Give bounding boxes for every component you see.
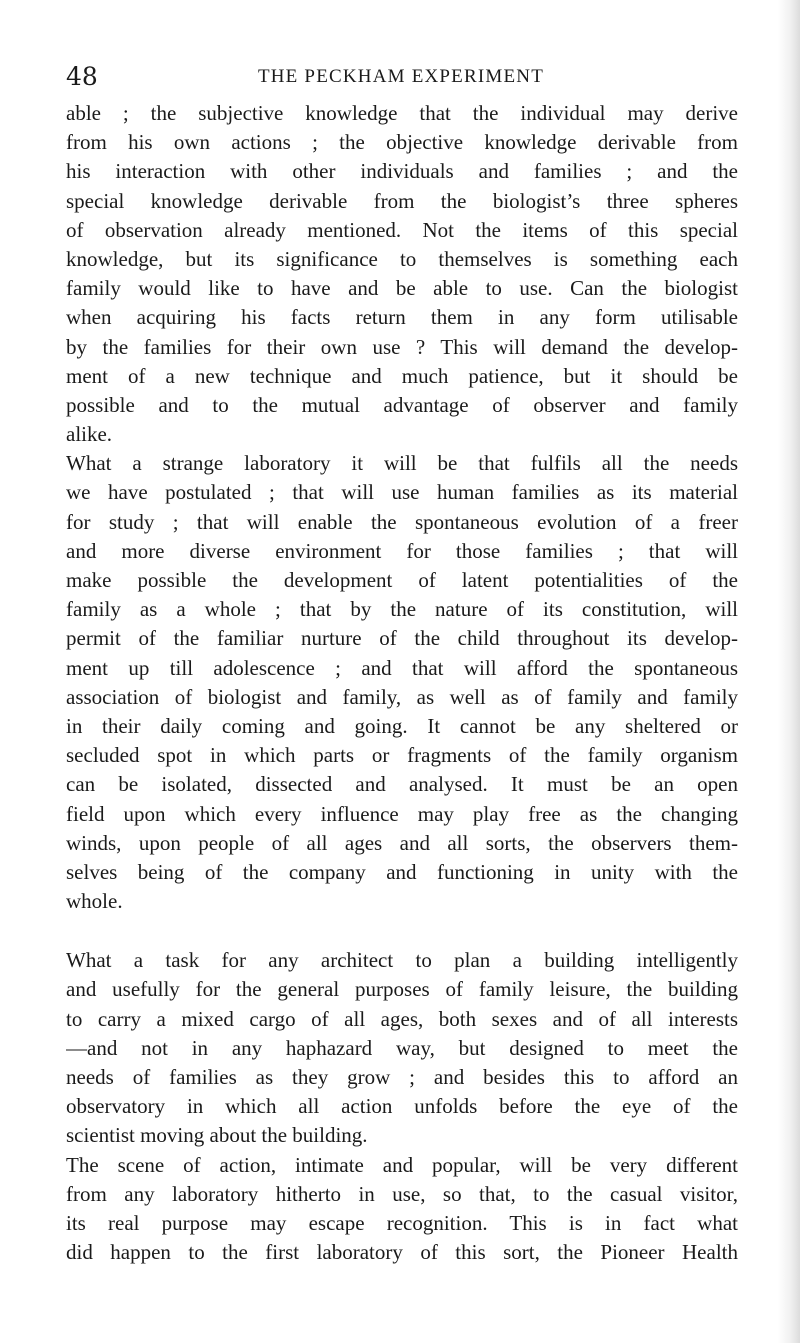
text-line: knowledge, but its significance to themselves is something each	[66, 246, 738, 271]
text-line: his interaction with other individuals and families ; and the	[66, 159, 738, 184]
text-line: by the families for their own use ? This will demand the develop-	[66, 334, 738, 359]
text-line: field upon which every influence may play free as the changing	[66, 801, 738, 826]
text-line: What a task for any architect to plan a building intelligently	[66, 948, 738, 973]
text-line: association of biologist and family, as well as of family and family	[66, 684, 738, 709]
body-text	[66, 99, 738, 1267]
text-line: What a strange laboratory it will be that fulfils all the needs	[66, 451, 738, 476]
text-line: in their daily coming and going. It cannot be any sheltered or	[66, 713, 738, 738]
text-line: The scene of action, intimate and popular, will be very different	[66, 1152, 738, 1177]
text-line: —and not in any haphazard way, but designed to meet the	[66, 1035, 738, 1060]
text-line: when acquiring his facts return them in any form utilisable	[66, 305, 738, 330]
text-line: can be isolated, dissected and analysed. It must be an open	[66, 772, 738, 797]
text-line: family would like to have and be able to use. Can the biologist	[66, 276, 738, 301]
text-line: and more diverse environment for those families ; that will	[66, 538, 738, 563]
text-line: its real purpose may escape recognition. This is in fact what	[66, 1210, 738, 1235]
text-line: from any laboratory hitherto in use, so that, to the casual visitor,	[66, 1181, 738, 1206]
text-line: and usefully for the general purposes of family leisure, the building	[66, 977, 738, 1002]
text-line: able ; the subjective knowledge that the individual may derive	[66, 101, 738, 125]
text-line: make possible the development of latent potentialities of the	[66, 568, 738, 592]
text-line: permit of the familiar nurture of the child throughout its develop-	[66, 626, 738, 651]
text-line: alike.	[66, 422, 113, 447]
text-line: of observation already mentioned. Not the items of this special	[66, 217, 738, 242]
paragraph-3	[66, 946, 738, 1150]
page-edge-shadow	[778, 0, 800, 1343]
text-line: winds, upon people of all ages and all sorts, the observers them-	[66, 830, 738, 855]
text-line: observatory in which all action unfolds before the eye of the	[66, 1094, 738, 1119]
section-gap	[66, 916, 738, 946]
text-line: scientist moving about the building.	[66, 1123, 368, 1148]
text-line: for study ; that will enable the spontaneous evolution of a freer	[66, 509, 738, 534]
running-head: THE PECKHAM EXPERIMENT	[257, 66, 545, 87]
text-line: possible and to the mutual advantage of observer and family	[66, 392, 738, 417]
page-number: 48	[66, 62, 98, 91]
text-line: special knowledge derivable from the biologist’s three spheres	[66, 188, 738, 213]
text-line: did happen to the first laboratory of this sort, the Pioneer Health	[66, 1240, 738, 1265]
text-line: secluded spot in which parts or fragments of the family organism	[66, 743, 738, 768]
text-line: selves being of the company and functioning in unity with the	[66, 859, 738, 884]
paragraph-4	[66, 1151, 738, 1268]
text-line: we have postulated ; that will use human families as its material	[66, 480, 738, 505]
text-line: from his own actions ; the objective knowledge derivable from	[66, 130, 738, 155]
paragraph-1	[66, 99, 738, 449]
text-line: ment up till adolescence ; and that will afford the spontaneous	[66, 655, 738, 680]
text-line: family as a whole ; that by the nature of its constitution, will	[66, 597, 738, 622]
text-line: to carry a mixed cargo of all ages, both sexes and of all interests	[66, 1006, 738, 1031]
page-header	[66, 62, 736, 92]
text-line: needs of families as they grow ; and besides this to afford an	[66, 1065, 738, 1089]
text-line: whole.	[66, 889, 123, 914]
paragraph-2	[66, 449, 738, 916]
text-line: ment of a new technique and much patience, but it should be	[66, 363, 738, 388]
